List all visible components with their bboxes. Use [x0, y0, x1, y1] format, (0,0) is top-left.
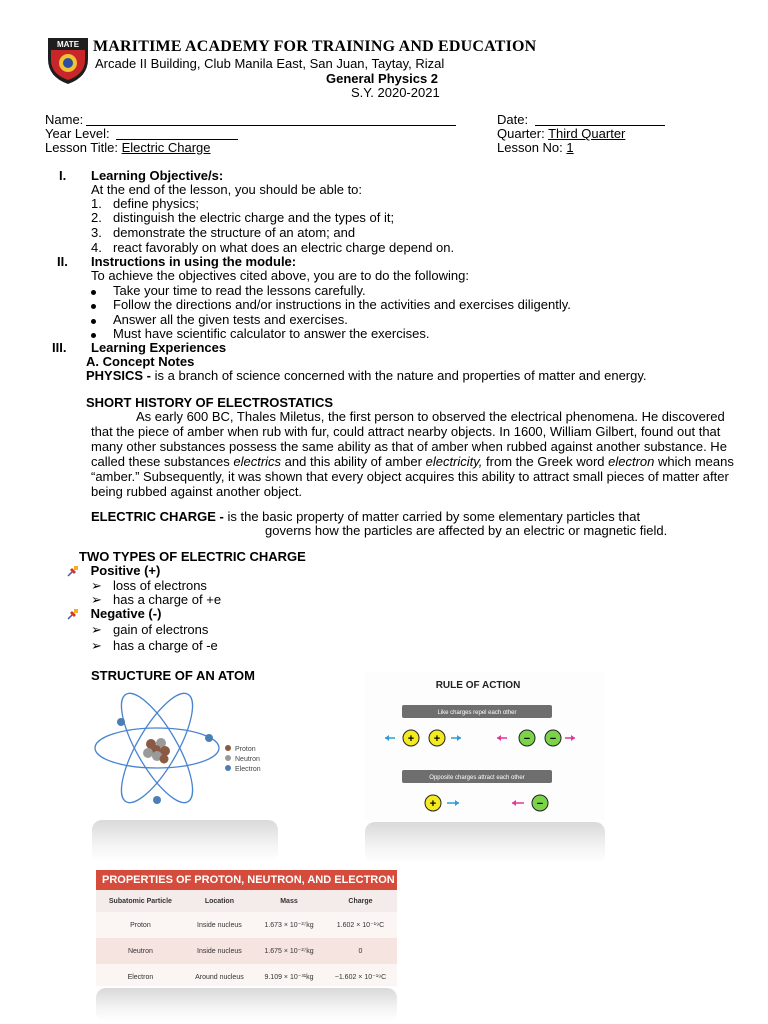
section3-number: III. — [52, 340, 67, 355]
school-year: S.Y. 2020-2021 — [351, 85, 440, 100]
charge-types-heading: TWO TYPES OF ELECTRIC CHARGE — [79, 549, 306, 564]
section2-intro: To achieve the objectives cited above, you are to do the following: — [91, 268, 469, 283]
table-cell: 1.675 × 10⁻²⁷kg — [254, 938, 324, 964]
instruction-3: Answer all the given tests and exercises. — [91, 312, 96, 327]
plus-charge: + — [433, 733, 441, 745]
pin-icon — [67, 608, 79, 620]
table-cell: Inside nucleus — [185, 912, 254, 938]
history-heading: SHORT HISTORY OF ELECTROSTATICS — [86, 395, 334, 410]
pin-icon — [67, 565, 79, 577]
table-row — [96, 912, 397, 938]
opposite-charges-banner: Opposite charges attract each other — [429, 775, 525, 781]
section2-heading: Instructions in using the module: — [91, 254, 297, 269]
negative-item: Negative (-) — [67, 606, 161, 621]
table-header-cell: Subatomic Particle — [96, 890, 185, 912]
objective-1: 1. define physics; — [91, 196, 199, 211]
electric-charge-term: ELECTRIC CHARGE - — [91, 509, 224, 524]
concept-notes-heading: A. Concept Notes — [86, 354, 195, 369]
objective-2: 2. distinguish the electric charge and the types of it; — [91, 210, 395, 225]
year-level-label: Year Level: — [45, 126, 110, 141]
table-reflection — [96, 988, 397, 1022]
table-cell: Electron — [96, 964, 185, 986]
table-cell: 1.673 × 10⁻²⁷kg — [254, 912, 324, 938]
legend-proton: Proton — [235, 746, 256, 753]
legend-neutron: Neutron — [235, 756, 260, 763]
legend-electron: Electron — [235, 766, 261, 773]
positive-point-1: ➢ loss of electrons — [91, 578, 207, 593]
instruction-4: Must have scientific calculator to answer the exercises. — [91, 326, 96, 341]
school-logo — [45, 35, 91, 85]
minus-charge: − — [549, 733, 557, 745]
objective-3: 3. demonstrate the structure of an atom; and — [91, 225, 356, 240]
bullet-icon — [91, 304, 96, 309]
table-cell: Inside nucleus — [185, 938, 254, 964]
section1-heading: Learning Objective/s: — [91, 168, 224, 183]
negative-point-2: ➢ has a charge of -e — [91, 638, 218, 653]
repel-arrow-icon — [497, 735, 507, 741]
rule-title: RULE OF ACTION — [435, 680, 521, 691]
arrow-bullet-icon: ➢ — [91, 578, 102, 593]
positive-item: Positive (+) — [67, 563, 160, 578]
quarter-value: Third Quarter — [548, 126, 626, 141]
rule-of-action-diagram — [365, 672, 605, 820]
table-cell: 1.602 × 10⁻¹⁹C — [324, 912, 397, 938]
repel-arrow-icon — [385, 735, 395, 741]
like-charges-banner: Like charges repel each other — [437, 710, 517, 716]
table-cell: Around nucleus — [185, 964, 254, 986]
table-header-row — [96, 890, 397, 912]
lesson-title-value: Electric Charge — [121, 140, 211, 155]
minus-charge: − — [523, 733, 531, 745]
atom-reflection — [92, 820, 278, 862]
physics-definition: is a branch of science concerned with the nature and properties of matter and energy. — [151, 368, 647, 383]
electric-charge-def-2: governs how the particles are affected by an electric or magnetic field. — [265, 523, 668, 538]
electric-charge-def-1: is the basic property of matter carried by some elementary particles that — [223, 509, 641, 524]
school-name: MARITIME ACADEMY FOR TRAINING AND EDUCATION — [93, 38, 537, 55]
positive-point-2: ➢ has a charge of +e — [91, 592, 222, 607]
table-cell: 0 — [324, 938, 397, 964]
properties-table — [96, 870, 397, 986]
objective-4: 4. react favorably on what does an electric charge depend on. — [91, 240, 455, 255]
table-cell: 9.109 × 10⁻³¹kg — [254, 964, 324, 986]
table-cell: −1.602 × 10⁻¹⁹C — [324, 964, 397, 986]
section1-intro: At the end of the lesson, you should be able to: — [91, 182, 363, 197]
table-row — [96, 964, 397, 986]
attract-arrow-icon — [512, 800, 524, 806]
lesson-no-value: 1 — [566, 140, 574, 155]
minus-charge: − — [536, 798, 544, 810]
table-header-cell: Charge — [324, 890, 397, 912]
bullet-icon — [91, 333, 96, 338]
atom-structure-heading: STRUCTURE OF AN ATOM — [91, 668, 255, 683]
rule-reflection — [365, 822, 605, 864]
history-paragraph: As early 600 BC, Thales Miletus, the first person to observed the electrical phenomena. He discovered that the piece of amber when rub with fur, could attract nearby objects. In 1600, William Gilbert, found out that many other substances possess the same ability as that of amber when rubbed against another substance. He called these substances electrics and this ability of amber electricity, from the Greek word electron which means “amber.” Subsequently, it was shown that every object acquires this ability to attract small pieces of matter after being rubbed against another object. — [91, 409, 734, 499]
negative-point-1: ➢ gain of electrons — [91, 622, 209, 637]
table-cell: Proton — [96, 912, 185, 938]
instruction-1: Take your time to read the lessons carefully. — [91, 283, 96, 298]
name-field[interactable] — [86, 125, 456, 126]
section2-number: II. — [57, 254, 68, 269]
table-header-cell: Mass — [254, 890, 324, 912]
repel-arrow-icon — [451, 735, 461, 741]
atom-diagram — [91, 690, 281, 815]
table-row — [96, 938, 397, 964]
table-cell: Neutron — [96, 938, 185, 964]
arrow-bullet-icon: ➢ — [91, 592, 102, 607]
attract-arrow-icon — [447, 800, 459, 806]
plus-charge: + — [407, 733, 415, 745]
school-address: Arcade II Building, Club Manila East, San Juan, Taytay, Rizal — [95, 56, 445, 71]
lesson-no-label: Lesson No: — [497, 140, 563, 155]
physics-term: PHYSICS - — [86, 368, 152, 383]
subject-title: General Physics 2 — [326, 71, 439, 86]
properties-table-title: PROPERTIES OF PROTON, NEUTRON, AND ELECTRON — [96, 870, 397, 890]
lesson-title-label: Lesson Title: — [45, 140, 118, 155]
bullet-icon — [91, 290, 96, 295]
plus-charge: + — [429, 798, 437, 810]
instruction-2: Follow the directions and/or instructions in the activities and exercises diligently. — [91, 297, 96, 312]
arrow-bullet-icon: ➢ — [91, 622, 102, 637]
table-header-cell: Location — [185, 890, 254, 912]
logo-text: MATE — [56, 40, 80, 49]
quarter-label: Quarter: — [497, 126, 545, 141]
section3-heading: Learning Experiences — [91, 340, 227, 355]
arrow-bullet-icon: ➢ — [91, 638, 102, 653]
name-label: Name: — [45, 112, 84, 127]
repel-arrow-icon — [565, 735, 575, 741]
section1-number: I. — [59, 168, 67, 183]
bullet-icon — [91, 319, 96, 324]
date-label: Date: — [497, 112, 529, 127]
